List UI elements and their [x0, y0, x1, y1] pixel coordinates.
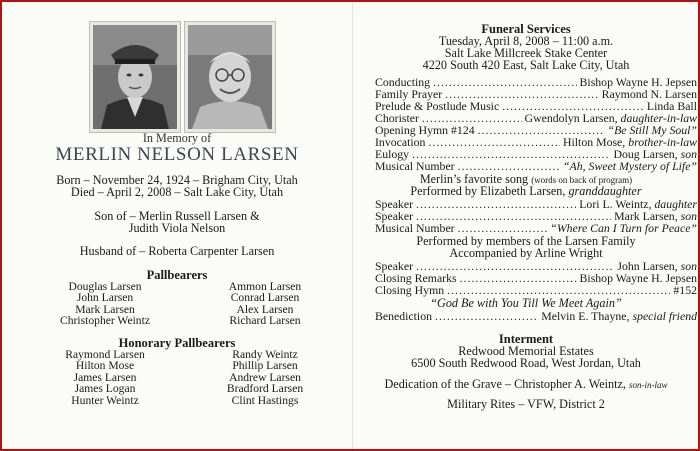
- program-value: Linda Ball: [646, 99, 697, 113]
- pallbearers-right-column: [200, 281, 330, 327]
- pallbearer-name: Conrad Larsen: [230, 291, 300, 305]
- program-label: Musical Number: [375, 221, 455, 235]
- portrait-soldier-image: [93, 25, 177, 129]
- program-person: Hilton Mose,: [562, 135, 626, 149]
- program-person: Melvin E. Thayne,: [541, 309, 630, 323]
- service-place: Salt Lake Millcreek Stake Center: [444, 46, 608, 60]
- program-value: Raymond N. Larsen: [601, 87, 697, 101]
- program-label: Closing Hymn: [375, 283, 445, 297]
- son-of-line-1: Son of – Merlin Russell Larsen &: [94, 209, 260, 223]
- song-title: “Ah, Sweet Mystery of Life”: [562, 159, 697, 173]
- favorite-song-text: Merlin’s favorite song: [419, 172, 529, 186]
- honorary-pallbearer-name: Phillip Larsen: [232, 359, 298, 373]
- hymn-title: “God Be with You Till We Meet Again”: [430, 296, 622, 310]
- left-panel: [2, 2, 352, 449]
- pallbearer-name: Christopher Weintz: [60, 314, 150, 328]
- born-line: Born – November 24, 1924 – Brigham City, Utah: [56, 173, 298, 187]
- military-rites: Military Rites – VFW, District 2: [447, 397, 605, 411]
- leader-dots: [458, 160, 560, 172]
- program-value: Bishop Wayne H. Jepsen: [579, 271, 697, 285]
- program-person: Gwendolyn Larsen,: [524, 111, 618, 125]
- program-person: John Larsen,: [617, 259, 678, 273]
- pallbearers-left-column: [40, 281, 170, 327]
- accompanied-by: Accompanied by Arline Wright: [449, 246, 603, 260]
- program-label: Musical Number: [375, 159, 455, 173]
- program-person: Mark Larsen,: [614, 209, 678, 223]
- performer-text: Performed by Elizabeth Larsen,: [410, 184, 566, 198]
- pallbearer-name: John Larsen: [76, 291, 134, 305]
- dedication-line: [353, 378, 699, 391]
- leader-dots: [428, 136, 560, 148]
- honorary-pallbearer-name: Hunter Weintz: [71, 393, 139, 407]
- deceased-name: MERLIN NELSON LARSEN: [55, 144, 299, 165]
- program-label: Speaker: [375, 209, 413, 223]
- program-role: son: [680, 209, 697, 223]
- program-label: Benediction: [375, 309, 433, 323]
- program-role: daughter-in-law: [620, 111, 697, 125]
- son-of-line-2: Judith Viola Nelson: [128, 221, 226, 235]
- program-label: Speaker: [375, 197, 413, 211]
- interment-title: Interment: [498, 332, 554, 346]
- honorary-pallbearer-name: Randy Weintz: [232, 348, 298, 361]
- honorary-pallbearer-name: James Logan: [74, 382, 136, 396]
- honorary-pallbearer-name: Bradford Larsen: [226, 382, 304, 396]
- pallbearers-title: Pallbearers: [146, 268, 208, 282]
- program-person: Lori L. Weintz,: [579, 197, 652, 211]
- program-label: Eulogy: [375, 147, 410, 161]
- pallbearer-name: Alex Larsen: [236, 302, 294, 316]
- program-role: daughter: [654, 197, 697, 211]
- dedication-role: son-in-law: [629, 380, 668, 390]
- program-label: Speaker: [375, 259, 413, 273]
- honorary-right-column: [200, 349, 330, 406]
- leader-dots: [447, 284, 670, 296]
- song-title: “Where Can I Turn for Peace”: [550, 221, 697, 235]
- honorary-pallbearer-name: Hilton Mose: [75, 359, 135, 373]
- program-value: [541, 310, 697, 322]
- funeral-services-title: Funeral Services: [481, 22, 571, 36]
- honorary-pallbearers-title: Honorary Pallbearers: [118, 336, 236, 350]
- closing-hymn-title: [353, 297, 699, 309]
- program-label: Invocation: [375, 135, 426, 149]
- program-page: [2, 2, 698, 449]
- program-value: #152: [673, 283, 697, 297]
- pallbearer-name: Ammon Larsen: [228, 280, 302, 293]
- favorite-song-note: (words on back of program): [531, 175, 633, 185]
- honorary-left-column: [40, 349, 170, 406]
- honorary-pallbearer-name: James Larsen: [73, 370, 137, 384]
- performer-role: granddaughter: [568, 184, 642, 198]
- service-address: 4220 South 420 East, Salt Lake City, Utah: [422, 58, 630, 72]
- leader-dots: [458, 222, 548, 234]
- husband-of-line: Husband of – Roberta Carpenter Larsen: [79, 244, 275, 258]
- program-role: special friend: [632, 309, 697, 323]
- program-role: brother-in-law: [628, 135, 697, 149]
- interment-address: 6500 South Redwood Road, West Jordan, Utah: [411, 356, 641, 370]
- program-role: son: [680, 147, 697, 161]
- leader-dots: [416, 198, 576, 210]
- program-label: Opening Hymn #124: [375, 123, 475, 137]
- program-role: son: [680, 259, 697, 273]
- leader-dots: [433, 76, 576, 88]
- hymn-title: “Be Still My Soul”: [607, 123, 697, 137]
- program-value: [550, 222, 697, 234]
- program-row-musical-number-2: [375, 222, 697, 234]
- program-label: Closing Remarks: [375, 271, 457, 285]
- service-date: Tuesday, April 8, 2008 – 11:00 a.m.: [438, 34, 614, 48]
- pallbearer-name: Douglas Larsen: [68, 280, 142, 293]
- program-label: Family Prayer: [375, 87, 443, 101]
- performed-by-2: Performed by members of the Larsen Family: [416, 234, 636, 248]
- program-label: Prelude & Postlude Music: [375, 99, 500, 113]
- program-value: [563, 160, 697, 172]
- program-row-closing-hymn: [375, 284, 697, 296]
- program-label: Chorister: [375, 111, 419, 125]
- pallbearer-name: Mark Larsen: [75, 302, 135, 316]
- program-label: Conducting: [375, 75, 431, 89]
- died-line: Died – April 2, 2008 – Salt Lake City, Utah: [70, 185, 284, 199]
- photo-young-soldier: [90, 22, 180, 132]
- performed-by-1: [353, 185, 699, 197]
- program-row-musical-number-1: [375, 160, 697, 172]
- dedication-text: Dedication of the Grave – Christopher A. Weintz,: [384, 377, 626, 391]
- program-person: Doug Larsen,: [613, 147, 678, 161]
- program-value: Bishop Wayne H. Jepsen: [579, 75, 697, 89]
- photo-older-man: [185, 22, 275, 132]
- right-panel: [352, 2, 699, 449]
- in-memory-of: In Memory of: [142, 131, 212, 145]
- leader-dots: [435, 310, 538, 322]
- pallbearer-name: Richard Larsen: [229, 314, 301, 328]
- program-row-benediction: [375, 310, 697, 322]
- honorary-pallbearer-name: Andrew Larsen: [229, 370, 301, 384]
- portrait-older-man-image: [188, 25, 272, 129]
- honorary-pallbearer-name: Raymond Larsen: [65, 348, 145, 361]
- interment-place: Redwood Memorial Estates: [458, 344, 594, 358]
- leader-dots: [460, 272, 577, 284]
- honorary-pallbearer-name: Clint Hastings: [231, 393, 299, 407]
